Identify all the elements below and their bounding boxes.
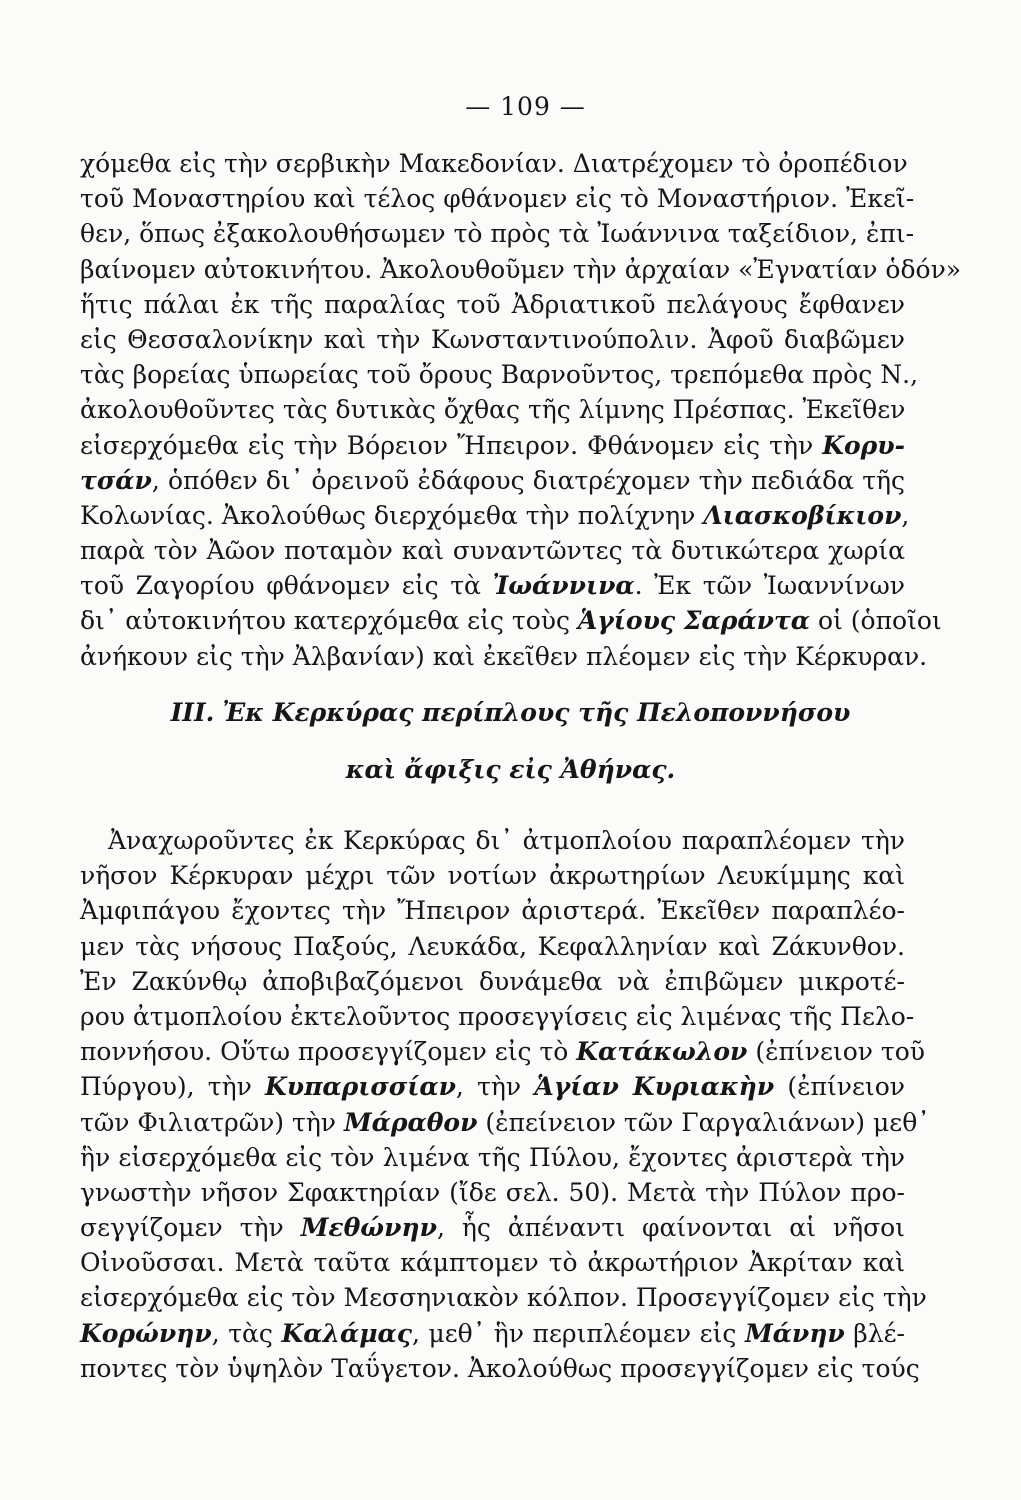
page-number: — 109 —: [465, 92, 586, 121]
text-line: [80, 1351, 920, 1386]
text-segment: , τὴν: [455, 1072, 535, 1102]
text-segment: . Ἐκ τῶν Ἰωαννίνων: [634, 571, 905, 601]
text-segment: παρὰ τὸν Ἀῶον ποταμὸν καὶ συναντῶντες τὰ δυτικώτερα χωρία: [80, 536, 905, 566]
section-numeral: III.: [170, 698, 215, 727]
place-name: Κορώνην: [80, 1318, 212, 1348]
text-line: [80, 893, 905, 928]
text-segment: , ἧς ἀπέναντι φαίνονται αἱ νῆσοι: [436, 1213, 905, 1243]
text-line: [80, 216, 915, 251]
text-segment: οἱ (ὁποῖοι: [810, 606, 942, 636]
text-segment: χόμεθα εἰς τὴν σερβικὴν Μακεδονίαν. Διατρέχομεν τὸ ὀροπέδιον: [80, 149, 908, 178]
text-line: [80, 603, 942, 638]
text-segment: Ἀμφιπάγου ἔχοντες τὴν Ἤπειρον ἀριστερά. Ἐκεῖθεν παραπλέο-: [80, 896, 905, 926]
text-line: [80, 146, 908, 181]
place-name: Μάραθον: [343, 1107, 478, 1137]
text-segment: τοῦ Μοναστηρίου καὶ τέλος φθάνομεν εἰς τὸ Μοναστήριον. Ἐκεῖ-: [80, 184, 915, 214]
text-segment: , τὰς: [211, 1318, 282, 1348]
text-segment: (ἐπίνειον τοῦ: [747, 1037, 925, 1067]
text-line: [80, 1034, 925, 1069]
text-segment: ποντες τὸν ὑψηλὸν Ταΰγετον. Ἀκολούθως προσεγγίζομεν εἰς τούς: [80, 1353, 920, 1383]
place-name: Καλάμας: [281, 1318, 412, 1348]
text-line: [80, 639, 928, 674]
section-heading-line-1: [0, 698, 1021, 727]
text-segment: , ὁπόθεν δι᾽ ὀρεινοῦ ἐδάφους διατρέχομεν τὴν πεδιάδα τῆς: [151, 465, 905, 495]
text-segment: τοῦ Ζαγορίου φθάνομεν εἰς τὰ: [80, 571, 493, 601]
text-segment: (ἐπίνειον: [774, 1072, 905, 1102]
text-line: [80, 428, 905, 463]
text-line: [80, 1069, 905, 1104]
text-segment: ἥτις πάλαι ἐκ τῆς παραλίας τοῦ Ἀδριατικοῦ πελάγους ἔφθανεν: [80, 289, 905, 319]
text-segment: βαίνομεν αὐτοκινήτου. Ἀκολουθοῦμεν τὴν ἀρχαίαν «Ἐγνατίαν ὁδόν»: [80, 254, 962, 284]
text-line: [80, 1140, 905, 1175]
text-segment: θεν, ὅπως ἐξακολουθήσωμεν τὸ πρὸς τὰ Ἰωάννινα ταξείδιον, ἐπι-: [80, 219, 915, 249]
text-line: [80, 287, 905, 322]
text-line: [80, 533, 905, 568]
text-line: [80, 252, 962, 287]
place-name: Κορυ-: [822, 430, 905, 460]
place-name: Ἁγίους Σαράντα: [577, 606, 811, 636]
place-name: Ἰωάννινα: [492, 571, 635, 601]
text-segment: τὰς βορείας ὑπωρείας τοῦ ὄρους Βαρνοῦντος, τρεπόμεθα πρὸς Ν.,: [80, 360, 919, 390]
text-segment: (ἐπείνειον τῶν Γαργαλιάνων) μεθ᾽: [477, 1107, 930, 1137]
section-title-2: καὶ ἄφιξις εἰς Ἀθήνας.: [345, 755, 676, 784]
text-segment: ἀκολουθοῦντες τὰς δυτικὰς ὄχθας τῆς λίμνης Πρέσπας. Ἐκεῖθεν: [80, 395, 906, 425]
text-line: [80, 1105, 930, 1140]
text-line: [80, 858, 905, 893]
text-segment: ἣν εἰσερχόμεθα εἰς τὸν λιμένα τῆς Πύλου, ἔχοντες ἀριστερὰ τὴν: [80, 1142, 905, 1172]
text-line: [80, 999, 915, 1034]
section-title-1: Ἐκ Κερκύρας περίπλους τῆς Πελοποννήσου: [222, 698, 851, 727]
text-line: [80, 929, 905, 964]
text-segment: σεγγίζομεν τὴν: [80, 1213, 301, 1243]
text-line: [80, 568, 905, 603]
text-line: [80, 1316, 905, 1351]
text-segment: Κολωνίας. Ἀκολούθως διερχόμεθα τὴν πολίχνην: [80, 500, 704, 530]
place-name: Λιασκοβίκιον: [703, 500, 902, 530]
text-segment: Οἰνοῦσσαι. Μετὰ ταῦτα κάμπτομεν τὸ ἀκρωτήριον Ἀκρίταν καὶ: [80, 1248, 905, 1278]
text-segment: ,: [901, 500, 910, 530]
place-name: Ἁγίαν Κυριακὴν: [534, 1072, 775, 1102]
text-segment: , μεθ᾽ ἣν περιπλέομεν εἰς: [411, 1318, 745, 1348]
place-name: τσάν: [80, 465, 152, 495]
text-line: [80, 1280, 927, 1315]
text-segment: δι᾽ αὐτοκινήτου κατερχόμεθα εἰς τοὺς: [80, 606, 578, 636]
text-segment: βλέ-: [844, 1318, 905, 1348]
text-segment: νῆσον Κέρκυραν μέχρι τῶν νοτίων ἀκρωτηρίων Λευκίμμης καὶ: [80, 861, 905, 891]
text-segment: εἰς Θεσσαλονίκην καὶ τὴν Κωνσταντινούπολιν. Ἀφοῦ διαβῶμεν: [80, 324, 905, 354]
text-segment: ποννήσου. Οὕτω προσεγγίζομεν εἰς τὸ: [80, 1037, 577, 1067]
text-line: [80, 181, 915, 216]
text-line: [80, 463, 905, 498]
text-line: [80, 392, 905, 427]
text-segment: Πύργου), τὴν: [80, 1072, 266, 1102]
text-line: [80, 1245, 905, 1280]
text-line: [80, 357, 919, 392]
text-segment: ρου ἀτμοπλοίου ἐκτελοῦντος προσεγγίσεις εἰς λιμένας τῆς Πελο-: [80, 1001, 915, 1031]
text-segment: μεν τὰς νήσους Παξούς, Λευκάδα, Κεφαλληνίαν καὶ Ζάκυνθον.: [80, 931, 905, 961]
text-segment: Ἀναχωροῦντες ἐκ Κερκύρας δι᾽ ἀτμοπλοίου παραπλέομεν τὴν: [108, 826, 905, 855]
paragraph-2: [80, 823, 930, 1386]
section-heading-line-2: [0, 755, 1021, 784]
text-segment: ἀνήκουν εἰς τὴν Ἀλβανίαν) καὶ ἐκεῖθεν πλέομεν εἰς τὴν Κέρκυραν.: [80, 641, 928, 671]
place-name: Κατάκωλον: [576, 1037, 748, 1067]
text-segment: τῶν Φιλιατρῶν) τὴν: [80, 1107, 344, 1137]
text-line: [80, 823, 905, 858]
text-segment: Ἐν Ζακύνθῳ ἀποβιβαζόμενοι δυνάμεθα νὰ ἐπιβῶμεν μικροτέ-: [80, 966, 905, 996]
text-line: [80, 1210, 905, 1245]
text-line: [80, 322, 905, 357]
place-name: Μάνην: [744, 1318, 845, 1348]
text-line: [80, 498, 910, 533]
place-name: Κυπαρισσίαν: [265, 1072, 456, 1102]
place-name: Μεθώνην: [300, 1213, 437, 1243]
text-segment: γνωστὴν νῆσον Σφακτηρίαν (ἴδε σελ. 50). Μετὰ τὴν Πύλον προ-: [80, 1177, 905, 1207]
text-segment: εἰσερχόμεθα εἰς τὸν Μεσσηνιακὸν κόλπον. Προσεγγίζομεν εἰς τὴν: [80, 1283, 927, 1313]
text-line: [80, 1175, 905, 1210]
text-segment: εἰσερχόμεθα εἰς τὴν Βόρειον Ἤπειρον. Φθάνομεν εἰς τὴν: [80, 430, 823, 460]
paragraph-1: [80, 146, 962, 674]
text-line: [80, 964, 905, 999]
